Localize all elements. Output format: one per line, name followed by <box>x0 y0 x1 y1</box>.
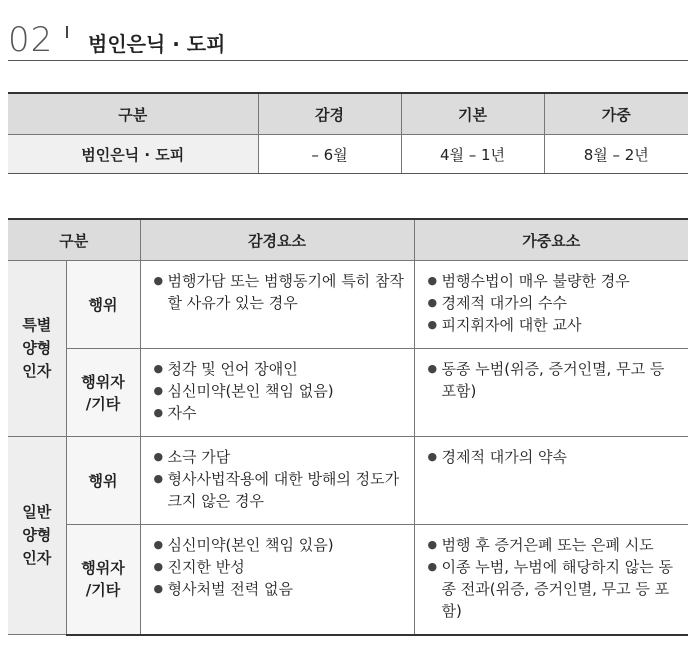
group-label-special <box>8 261 66 437</box>
sentencing-range-table <box>8 92 688 174</box>
mitigating-cell <box>140 437 414 525</box>
list-item: ● 범행가담 또는 범행동기에 특히 참작할 사유가 있는 경우 <box>154 270 405 314</box>
list-item: ● 심신미약(본인 책임 있음) <box>154 534 405 556</box>
mitigating-cell <box>140 261 414 349</box>
list-item: ● 청각 및 언어 장애인 <box>154 358 405 380</box>
list-item: ● 이종 누범, 누범에 해당하지 않는 동종 전과(위증, 증거인멸, 무고 등 포함) <box>428 556 680 622</box>
subcategory-label: 행위 <box>88 471 118 490</box>
row-crime-name: 범인은닉 · 도피 <box>8 135 258 174</box>
list-item: ● 진지한 반성 <box>154 556 405 578</box>
section-divider-tick <box>66 26 68 38</box>
group-label-line: 양형 <box>22 526 52 544</box>
list-item: ● 경제적 대가의 약속 <box>428 446 680 468</box>
col-header-mitigating-factors: 감경요소 <box>140 219 414 261</box>
subcategory-label: 행위자 <box>81 372 125 391</box>
list-item: ● 형사처벌 전력 없음 <box>154 578 405 600</box>
subcategory-label: /기타 <box>85 394 121 413</box>
section-title: 범인은닉 · 도피 <box>88 32 226 56</box>
table-row <box>8 261 688 349</box>
col-header-category: 구분 <box>8 93 258 135</box>
table-row <box>8 349 688 437</box>
col-header-aggravating-factors: 가중요소 <box>414 219 688 261</box>
cell-mitigated-range: – 6월 <box>258 135 401 174</box>
subcategory-act <box>66 261 140 349</box>
group-label-general <box>8 437 66 635</box>
sentencing-factors-table <box>8 218 688 636</box>
table-row <box>8 135 688 174</box>
aggravating-cell <box>414 437 688 525</box>
cell-basic-range: 4월 – 1년 <box>401 135 544 174</box>
aggravating-cell <box>414 349 688 437</box>
subcategory-label: /기타 <box>85 581 121 600</box>
subcategory-label: 행위 <box>88 295 118 314</box>
list-item: ● 동종 누범(위증, 증거인멸, 무고 등 포함) <box>428 358 680 402</box>
list-item: ● 자수 <box>154 402 405 424</box>
table-row <box>8 437 688 525</box>
subcategory-actor-other <box>66 349 140 437</box>
list-item: ● 형사사법작용에 대한 방해의 정도가 크지 않은 경우 <box>154 468 405 512</box>
group-label-line: 특별 <box>22 316 52 334</box>
group-label-line: 인자 <box>22 362 52 380</box>
aggravating-cell <box>414 525 688 635</box>
cell-aggravated-range: 8월 – 2년 <box>544 135 688 174</box>
col-header-mitigated: 감경 <box>258 93 401 135</box>
subcategory-act <box>66 437 140 525</box>
col-header-category: 구분 <box>8 219 140 261</box>
header-rule <box>8 60 688 61</box>
group-label-line: 인자 <box>22 549 52 567</box>
subcategory-actor-other <box>66 525 140 635</box>
table-header-row <box>8 93 688 135</box>
group-label-line: 일반 <box>22 503 52 521</box>
subcategory-label: 행위자 <box>81 559 125 578</box>
list-item: ● 소극 가담 <box>154 446 405 468</box>
list-item: ● 범행 후 증거은폐 또는 은폐 시도 <box>428 534 680 556</box>
col-header-basic: 기본 <box>401 93 544 135</box>
mitigating-cell <box>140 349 414 437</box>
list-item: ● 심신미약(본인 책임 없음) <box>154 380 405 402</box>
table-row <box>8 525 688 635</box>
aggravating-cell <box>414 261 688 349</box>
group-label-line: 양형 <box>22 339 52 357</box>
list-item: ● 범행수법이 매우 불량한 경우 <box>428 270 680 292</box>
list-item: ● 피지휘자에 대한 교사 <box>428 314 680 336</box>
section-header <box>8 18 688 62</box>
table-header-row <box>8 219 688 261</box>
mitigating-cell <box>140 525 414 635</box>
section-number: 02 <box>8 20 54 60</box>
col-header-aggravated: 가중 <box>544 93 688 135</box>
list-item: ● 경제적 대가의 수수 <box>428 292 680 314</box>
